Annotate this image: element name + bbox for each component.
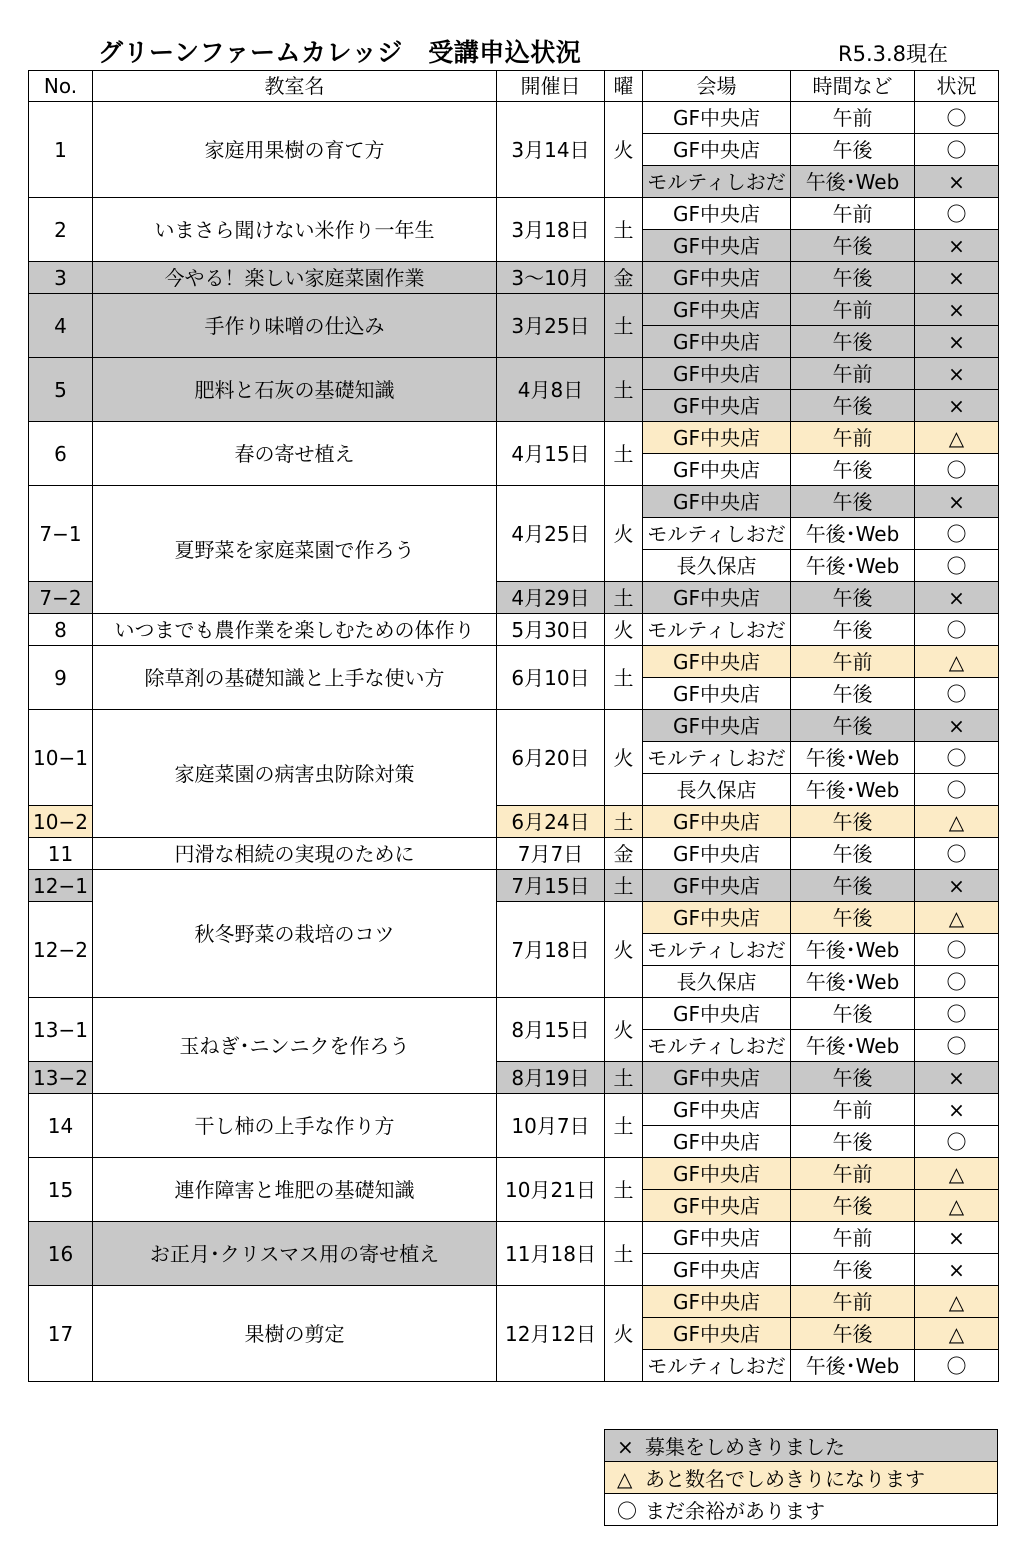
venue-cell: GF中央店 bbox=[643, 454, 791, 486]
status-cell: × bbox=[915, 358, 999, 390]
weekday-cell: 土 bbox=[605, 198, 643, 262]
status-cell: × bbox=[915, 294, 999, 326]
status-cell: × bbox=[915, 230, 999, 262]
course-number-cell: 3 bbox=[29, 262, 93, 294]
time-cell: 午後 bbox=[791, 838, 915, 870]
legend-row bbox=[605, 1462, 998, 1494]
course-number-cell: 7−1 bbox=[29, 486, 93, 582]
status-cell: 〇 bbox=[915, 934, 999, 966]
weekday-cell: 土 bbox=[605, 1158, 643, 1222]
venue-cell: GF中央店 bbox=[643, 358, 791, 390]
legend-text: あと数名でしめきりになります bbox=[645, 1467, 925, 1491]
weekday-cell: 火 bbox=[605, 486, 643, 582]
status-cell: 〇 bbox=[915, 102, 999, 134]
venue-cell: モルティしおだ bbox=[643, 518, 791, 550]
status-cell: 〇 bbox=[915, 1030, 999, 1062]
time-cell: 午前 bbox=[791, 1286, 915, 1318]
table-row bbox=[29, 1286, 999, 1318]
time-cell: 午後 bbox=[791, 678, 915, 710]
class-name-cell: 家庭菜園の病害虫防除対策 bbox=[93, 710, 497, 838]
weekday-cell: 土 bbox=[605, 294, 643, 358]
table-row bbox=[29, 486, 999, 518]
time-cell: 午前 bbox=[791, 198, 915, 230]
time-cell: 午後 bbox=[791, 1318, 915, 1350]
time-cell: 午前 bbox=[791, 1094, 915, 1126]
time-cell: 午後･Web bbox=[791, 518, 915, 550]
course-number-cell: 13−2 bbox=[29, 1062, 93, 1094]
weekday-cell: 土 bbox=[605, 870, 643, 902]
table-row bbox=[29, 294, 999, 326]
date-cell: 4月8日 bbox=[497, 358, 605, 422]
weekday-cell: 土 bbox=[605, 422, 643, 486]
course-number-cell: 8 bbox=[29, 614, 93, 646]
venue-cell: GF中央店 bbox=[643, 710, 791, 742]
weekday-cell: 土 bbox=[605, 582, 643, 614]
venue-cell: GF中央店 bbox=[643, 1126, 791, 1158]
legend-symbol: × bbox=[617, 1435, 634, 1459]
status-cell: △ bbox=[915, 1286, 999, 1318]
date-cell: 6月10日 bbox=[497, 646, 605, 710]
date-cell: 8月15日 bbox=[497, 998, 605, 1062]
status-cell: 〇 bbox=[915, 454, 999, 486]
table-row bbox=[29, 102, 999, 134]
time-cell: 午前 bbox=[791, 102, 915, 134]
table-row bbox=[29, 710, 999, 742]
weekday-cell: 火 bbox=[605, 998, 643, 1062]
course-number-cell: 9 bbox=[29, 646, 93, 710]
venue-cell: GF中央店 bbox=[643, 1190, 791, 1222]
date-cell: 3月14日 bbox=[497, 102, 605, 198]
table-row bbox=[29, 838, 999, 870]
status-cell: 〇 bbox=[915, 518, 999, 550]
col-header-weekday: 曜 bbox=[605, 71, 643, 102]
venue-cell: 長久保店 bbox=[643, 774, 791, 806]
venue-cell: GF中央店 bbox=[643, 230, 791, 262]
status-cell: × bbox=[915, 582, 999, 614]
time-cell: 午後 bbox=[791, 582, 915, 614]
weekday-cell: 火 bbox=[605, 102, 643, 198]
date-cell: 10月21日 bbox=[497, 1158, 605, 1222]
venue-cell: GF中央店 bbox=[643, 1158, 791, 1190]
legend-symbol: 〇 bbox=[617, 1499, 637, 1523]
legend-text: 募集をしめきりました bbox=[645, 1435, 845, 1459]
time-cell: 午後 bbox=[791, 614, 915, 646]
venue-cell: GF中央店 bbox=[643, 1286, 791, 1318]
venue-cell: モルティしおだ bbox=[643, 934, 791, 966]
col-header-status: 状況 bbox=[915, 71, 999, 102]
status-cell: 〇 bbox=[915, 838, 999, 870]
venue-cell: GF中央店 bbox=[643, 646, 791, 678]
venue-cell: GF中央店 bbox=[643, 422, 791, 454]
class-name-cell: 連作障害と堆肥の基礎知識 bbox=[93, 1158, 497, 1222]
course-number-cell: 4 bbox=[29, 294, 93, 358]
time-cell: 午後･Web bbox=[791, 166, 915, 198]
table-row bbox=[29, 262, 999, 294]
status-cell: 〇 bbox=[915, 614, 999, 646]
time-cell: 午後 bbox=[791, 486, 915, 518]
weekday-cell: 火 bbox=[605, 1286, 643, 1382]
as-of-date: R5.3.8現在 bbox=[838, 42, 949, 66]
time-cell: 午後 bbox=[791, 1254, 915, 1286]
status-cell: × bbox=[915, 486, 999, 518]
course-number-cell: 7−2 bbox=[29, 582, 93, 614]
time-cell: 午後 bbox=[791, 326, 915, 358]
class-name-cell: 玉ねぎ･ニンニクを作ろう bbox=[93, 998, 497, 1094]
venue-cell: GF中央店 bbox=[643, 1094, 791, 1126]
status-cell: 〇 bbox=[915, 1126, 999, 1158]
legend-text: まだ余裕があります bbox=[645, 1499, 825, 1523]
time-cell: 午後 bbox=[791, 230, 915, 262]
venue-cell: GF中央店 bbox=[643, 678, 791, 710]
date-cell: 10月7日 bbox=[497, 1094, 605, 1158]
weekday-cell: 火 bbox=[605, 710, 643, 806]
time-cell: 午後･Web bbox=[791, 1350, 915, 1382]
time-cell: 午後･Web bbox=[791, 742, 915, 774]
time-cell: 午後 bbox=[791, 1126, 915, 1158]
date-cell: 11月18日 bbox=[497, 1222, 605, 1286]
status-cell: × bbox=[915, 1222, 999, 1254]
status-cell: △ bbox=[915, 1318, 999, 1350]
status-cell: △ bbox=[915, 806, 999, 838]
date-cell: 4月29日 bbox=[497, 582, 605, 614]
status-cell: × bbox=[915, 262, 999, 294]
venue-cell: GF中央店 bbox=[643, 870, 791, 902]
table-row bbox=[29, 646, 999, 678]
weekday-cell: 土 bbox=[605, 1094, 643, 1158]
time-cell: 午後 bbox=[791, 998, 915, 1030]
time-cell: 午後 bbox=[791, 134, 915, 166]
time-cell: 午後 bbox=[791, 902, 915, 934]
col-header-class: 教室名 bbox=[93, 71, 497, 102]
date-cell: 3月18日 bbox=[497, 198, 605, 262]
venue-cell: GF中央店 bbox=[643, 102, 791, 134]
venue-cell: GF中央店 bbox=[643, 998, 791, 1030]
table-row bbox=[29, 870, 999, 902]
time-cell: 午後 bbox=[791, 262, 915, 294]
status-cell: × bbox=[915, 390, 999, 422]
status-cell: 〇 bbox=[915, 1350, 999, 1382]
date-cell: 8月19日 bbox=[497, 1062, 605, 1094]
table-row bbox=[29, 358, 999, 390]
table-header-row bbox=[29, 71, 999, 102]
course-number-cell: 12−2 bbox=[29, 902, 93, 998]
class-name-cell: いまさら聞けない米作り一年生 bbox=[93, 198, 497, 262]
course-number-cell: 10−2 bbox=[29, 806, 93, 838]
status-cell: 〇 bbox=[915, 998, 999, 1030]
date-cell: 6月24日 bbox=[497, 806, 605, 838]
date-cell: 7月18日 bbox=[497, 902, 605, 998]
table-row bbox=[29, 422, 999, 454]
course-number-cell: 17 bbox=[29, 1286, 93, 1382]
class-name-cell: 肥料と石灰の基礎知識 bbox=[93, 358, 497, 422]
status-cell: △ bbox=[915, 422, 999, 454]
weekday-cell: 土 bbox=[605, 358, 643, 422]
venue-cell: モルティしおだ bbox=[643, 614, 791, 646]
status-cell: 〇 bbox=[915, 774, 999, 806]
status-cell: × bbox=[915, 326, 999, 358]
time-cell: 午後･Web bbox=[791, 550, 915, 582]
venue-cell: 長久保店 bbox=[643, 966, 791, 998]
course-number-cell: 6 bbox=[29, 422, 93, 486]
venue-cell: モルティしおだ bbox=[643, 1030, 791, 1062]
venue-cell: GF中央店 bbox=[643, 198, 791, 230]
time-cell: 午後 bbox=[791, 870, 915, 902]
page-title: グリーンファームカレッジ 受講申込状況 bbox=[98, 38, 582, 67]
legend-entry bbox=[605, 1430, 998, 1462]
venue-cell: GF中央店 bbox=[643, 294, 791, 326]
time-cell: 午後 bbox=[791, 390, 915, 422]
status-cell: × bbox=[915, 1254, 999, 1286]
class-name-cell: お正月･クリスマス用の寄せ植え bbox=[93, 1222, 497, 1286]
status-cell: × bbox=[915, 710, 999, 742]
status-cell: × bbox=[915, 1062, 999, 1094]
time-cell: 午後 bbox=[791, 1190, 915, 1222]
status-cell: × bbox=[915, 166, 999, 198]
table-row bbox=[29, 1222, 999, 1254]
venue-cell: モルティしおだ bbox=[643, 166, 791, 198]
status-cell: 〇 bbox=[915, 966, 999, 998]
legend-entry bbox=[605, 1494, 998, 1526]
weekday-cell: 土 bbox=[605, 1062, 643, 1094]
venue-cell: モルティしおだ bbox=[643, 1350, 791, 1382]
status-cell: 〇 bbox=[915, 550, 999, 582]
venue-cell: 長久保店 bbox=[643, 550, 791, 582]
col-header-date: 開催日 bbox=[497, 71, 605, 102]
venue-cell: GF中央店 bbox=[643, 262, 791, 294]
course-status-table bbox=[28, 70, 999, 1382]
table-row bbox=[29, 1158, 999, 1190]
class-name-cell: 家庭用果樹の育て方 bbox=[93, 102, 497, 198]
course-number-cell: 13−1 bbox=[29, 998, 93, 1062]
venue-cell: GF中央店 bbox=[643, 902, 791, 934]
status-cell: △ bbox=[915, 1158, 999, 1190]
date-cell: 3～10月 bbox=[497, 262, 605, 294]
time-cell: 午後･Web bbox=[791, 774, 915, 806]
class-name-cell: 春の寄せ植え bbox=[93, 422, 497, 486]
status-cell: × bbox=[915, 1094, 999, 1126]
col-header-venue: 会場 bbox=[643, 71, 791, 102]
class-name-cell: 干し柿の上手な作り方 bbox=[93, 1094, 497, 1158]
time-cell: 午前 bbox=[791, 1158, 915, 1190]
time-cell: 午前 bbox=[791, 294, 915, 326]
time-cell: 午前 bbox=[791, 422, 915, 454]
venue-cell: GF中央店 bbox=[643, 582, 791, 614]
venue-cell: GF中央店 bbox=[643, 1254, 791, 1286]
weekday-cell: 火 bbox=[605, 614, 643, 646]
class-name-cell: 秋冬野菜の栽培のコツ bbox=[93, 870, 497, 998]
course-number-cell: 15 bbox=[29, 1158, 93, 1222]
time-cell: 午後 bbox=[791, 806, 915, 838]
class-name-cell: 手作り味噌の仕込み bbox=[93, 294, 497, 358]
class-name-cell: いつまでも農作業を楽しむための体作り bbox=[93, 614, 497, 646]
course-number-cell: 14 bbox=[29, 1094, 93, 1158]
date-cell: 7月15日 bbox=[497, 870, 605, 902]
weekday-cell: 土 bbox=[605, 646, 643, 710]
time-cell: 午前 bbox=[791, 646, 915, 678]
class-name-cell: 果樹の剪定 bbox=[93, 1286, 497, 1382]
time-cell: 午後･Web bbox=[791, 1030, 915, 1062]
class-name-cell: 除草剤の基礎知識と上手な使い方 bbox=[93, 646, 497, 710]
time-cell: 午前 bbox=[791, 358, 915, 390]
weekday-cell: 土 bbox=[605, 1222, 643, 1286]
status-cell: × bbox=[915, 870, 999, 902]
table-row bbox=[29, 614, 999, 646]
legend-entry bbox=[605, 1462, 998, 1494]
table-row bbox=[29, 198, 999, 230]
course-number-cell: 1 bbox=[29, 102, 93, 198]
table-row bbox=[29, 998, 999, 1030]
class-name-cell: 円滑な相続の実現のために bbox=[93, 838, 497, 870]
class-name-cell: 今やる！楽しい家庭菜園作業 bbox=[93, 262, 497, 294]
weekday-cell: 金 bbox=[605, 838, 643, 870]
legend-row bbox=[605, 1430, 998, 1462]
time-cell: 午後 bbox=[791, 710, 915, 742]
time-cell: 午後 bbox=[791, 1062, 915, 1094]
table-row bbox=[29, 1094, 999, 1126]
venue-cell: GF中央店 bbox=[643, 1222, 791, 1254]
venue-cell: モルティしおだ bbox=[643, 742, 791, 774]
time-cell: 午後 bbox=[791, 454, 915, 486]
status-cell: 〇 bbox=[915, 678, 999, 710]
venue-cell: GF中央店 bbox=[643, 326, 791, 358]
date-cell: 7月7日 bbox=[497, 838, 605, 870]
venue-cell: GF中央店 bbox=[643, 1062, 791, 1094]
date-cell: 5月30日 bbox=[497, 614, 605, 646]
date-cell: 6月20日 bbox=[497, 710, 605, 806]
venue-cell: GF中央店 bbox=[643, 390, 791, 422]
course-number-cell: 2 bbox=[29, 198, 93, 262]
time-cell: 午前 bbox=[791, 1222, 915, 1254]
status-cell: △ bbox=[915, 902, 999, 934]
weekday-cell: 火 bbox=[605, 902, 643, 998]
col-header-time: 時間など bbox=[791, 71, 915, 102]
date-cell: 12月12日 bbox=[497, 1286, 605, 1382]
venue-cell: GF中央店 bbox=[643, 838, 791, 870]
course-number-cell: 11 bbox=[29, 838, 93, 870]
status-legend bbox=[604, 1429, 998, 1526]
status-cell: △ bbox=[915, 646, 999, 678]
venue-cell: GF中央店 bbox=[643, 1318, 791, 1350]
course-number-cell: 16 bbox=[29, 1222, 93, 1286]
weekday-cell: 土 bbox=[605, 806, 643, 838]
date-cell: 4月25日 bbox=[497, 486, 605, 582]
course-number-cell: 5 bbox=[29, 358, 93, 422]
time-cell: 午後･Web bbox=[791, 934, 915, 966]
status-cell: 〇 bbox=[915, 742, 999, 774]
time-cell: 午後･Web bbox=[791, 966, 915, 998]
weekday-cell: 金 bbox=[605, 262, 643, 294]
class-name-cell: 夏野菜を家庭菜園で作ろう bbox=[93, 486, 497, 614]
status-cell: 〇 bbox=[915, 198, 999, 230]
venue-cell: GF中央店 bbox=[643, 806, 791, 838]
date-cell: 3月25日 bbox=[497, 294, 605, 358]
status-cell: 〇 bbox=[915, 134, 999, 166]
legend-symbol: △ bbox=[617, 1467, 633, 1491]
status-cell: △ bbox=[915, 1190, 999, 1222]
venue-cell: GF中央店 bbox=[643, 486, 791, 518]
course-number-cell: 10−1 bbox=[29, 710, 93, 806]
course-number-cell: 12−1 bbox=[29, 870, 93, 902]
legend-row bbox=[605, 1494, 998, 1526]
date-cell: 4月15日 bbox=[497, 422, 605, 486]
col-header-no: No. bbox=[29, 71, 93, 102]
venue-cell: GF中央店 bbox=[643, 134, 791, 166]
